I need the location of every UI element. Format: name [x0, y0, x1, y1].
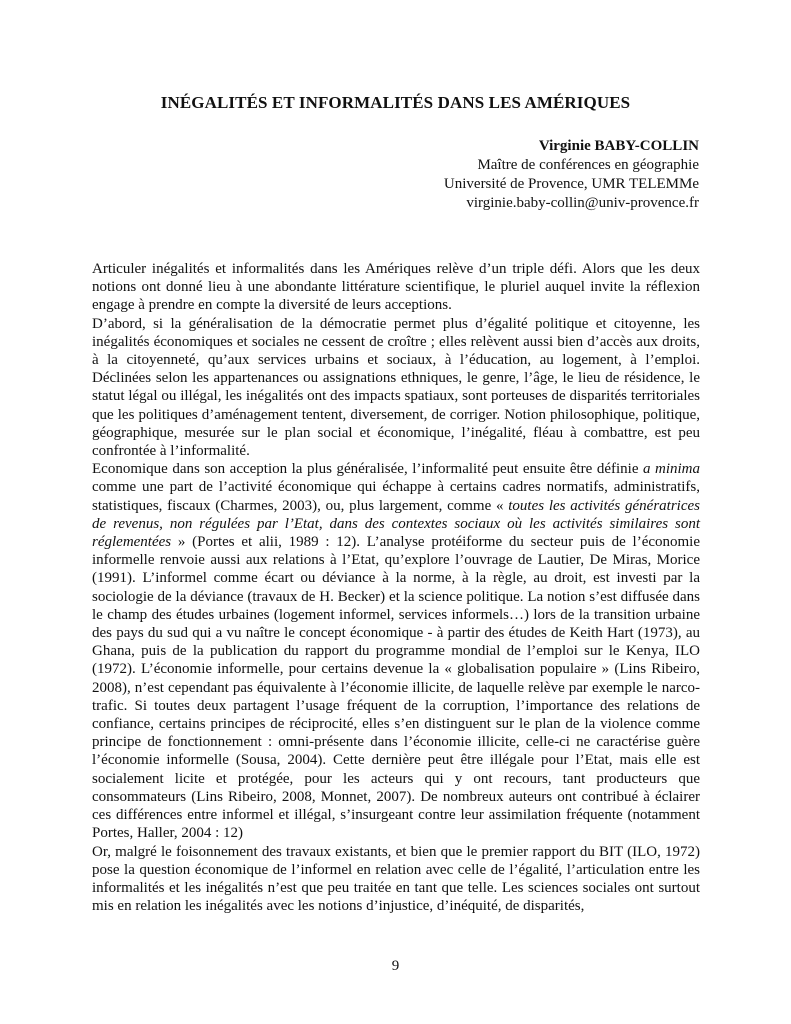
paragraph-articulation: Or, malgré le foisonnement des travaux existants, et bien que le premier rapport du BIT (ILO, 1972) pose la question économique de l’informel en relation avec celle de l’égalité, l’articulation entre les informalités et les inégalités n’est que peu traitée en tant que telle. Les sciences sociales ont surtout mis en relation les inégalités avec les notions d’injustice, d’inéquité, de disparités, [92, 843, 700, 915]
paragraph-informality [92, 460, 700, 842]
paragraph-informality-text-c: » (Portes et alii, 1989 : 12). L’analyse protéiforme du secteur puis de l’économie informelle renvoie aussi aux relations à l’Etat, qu’explore l’ouvrage de Lautier, De Miras, Morice (1991). L’informel comme écart ou déviance à la norme, à la règle, au droit, est investi par la sociologie de la déviance (travaux de H. Becker) et la science politique. La notion s’est diffusée dans le champ des études urbaines (logement informel, services informels…) lors de la transition urbaine des pays du sud qui a vu naître le concept économique - à partir des études de Keith Hart (1973), au Ghana, puis de la publication du rapport du programme mondial de l’emploi sur le Kenya, ILO (1972). L’économie informelle, pour certains devenue la « globalisation populaire » (Lins Ribeiro, 2008), n’est cependant pas équivalente à l’économie illicite, de laquelle relève par exemple le narco-trafic. Si toutes deux partagent l’usage fréquent de la corruption, l’importance des relations de confiance, certains principes de réciprocité, elles s’en distinguent sur le plan de la violence comme principe de fonctionnement : omni-présente dans l’économie illicite, celle-ci ne caractérise guère l’économie informelle (Sousa, 2004). Cette dernière peut être illégale pour l’Etat, mais elle est socialement licite et protégée, pour les acteurs qui y ont recours, tant producteurs que consommateurs (Lins Ribeiro, 2008, Monnet, 2007). De nombreux auteurs ont contribué à éclairer ces différences entre informel et illégal, s’insurgeant contre leur assimilation fréquente (notamment Portes, Haller, 2004 : 12) [92, 534, 700, 842]
paragraph-informality-text-b: comme une part de l’activité économique qui échappe à certains cadres normatifs, administratifs, statistiques, fiscaux (Charmes, 2003), ou, plus largement, comme « [92, 479, 700, 514]
page-number: 9 [391, 958, 400, 974]
author-name: Virginie BABY-COLLIN [538, 138, 699, 154]
author-email: virginie.baby-collin@univ-provence.fr [466, 195, 699, 211]
paragraph-intro: Articuler inégalités et informalités dans les Amériques relève d’un triple défi. Alors que les deux notions ont donné lieu à une abondante littérature scientifique, le pluriel auquel invite la réflexion engage à prendre en compte la diversité de leurs acceptions. [92, 261, 700, 314]
body-text [92, 260, 700, 915]
paragraph-informality-italic-a: a minima [643, 461, 701, 478]
document-title: INÉGALITÉS ET INFORMALITÉS DANS LES AMÉRIQUES [160, 93, 631, 112]
author-role: Maître de conférences en géographie [477, 157, 699, 173]
author-affiliation: Université de Provence, UMR TELEMMe [443, 176, 699, 192]
paragraph-informality-text-a: Economique dans son acception la plus généralisée, l’informalité peut ensuite être définie [92, 461, 643, 478]
paragraph-inequalities: D’abord, si la généralisation de la démocratie permet plus d’égalité politique et citoyenne, les inégalités économiques et sociales ne cessent de croître ; elles relèvent aussi bien d’accès aux droits, à la citoyenneté, qu’aux services urbains et sociaux, à l’éducation, au logement, à l’emploi. Déclinées selon les appartenances ou assignations ethniques, le genre, l’âge, le lieu de résidence, le statut légal ou illégal, les inégalités ont des impacts spatiaux, sont porteuses de disparités territoriales que les politiques d’aménagement tentent, diversement, de corriger. Notion philosophique, politique, géographique, mesurée sur le plan social et économique, l’inégalité, fléau à combattre, est peu confrontée à l’informalité. [92, 315, 700, 460]
paragraph-informality-quote: toutes les activités génératrices de revenus, non régulées par l’Etat, dans des contextes sociaux où les activités similaires sont réglementées [92, 497, 701, 551]
author-block [444, 137, 699, 213]
